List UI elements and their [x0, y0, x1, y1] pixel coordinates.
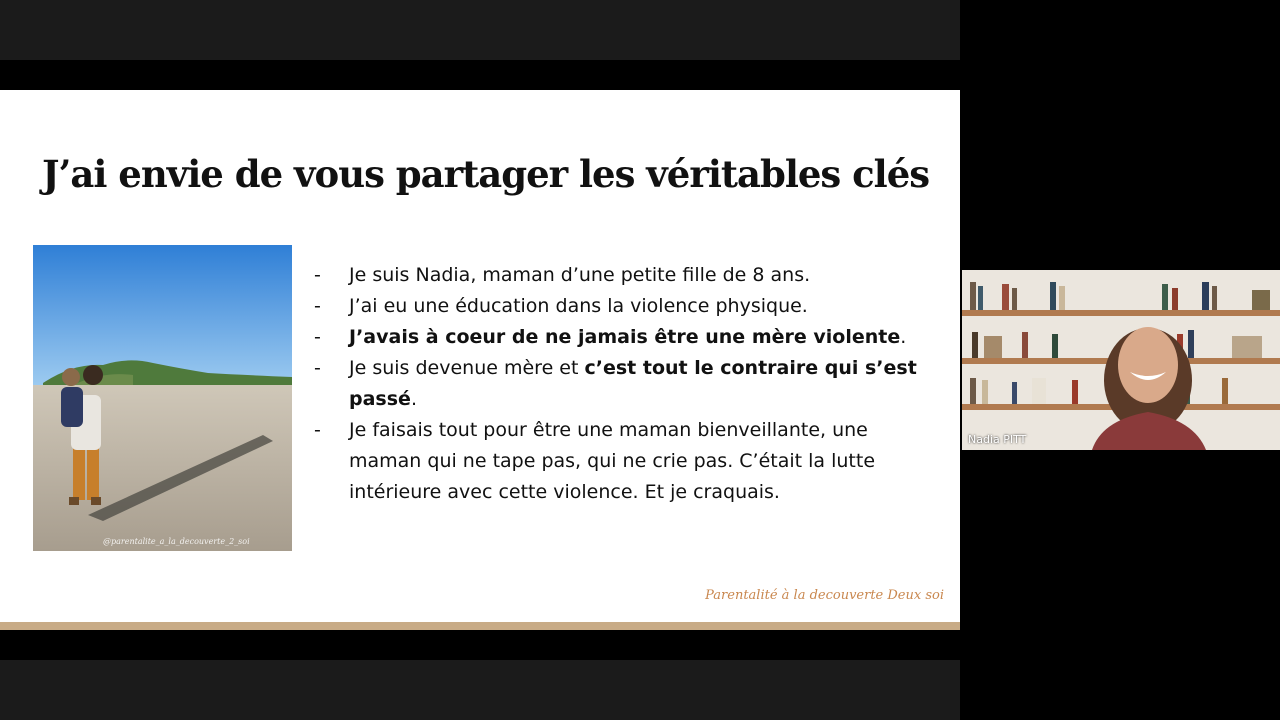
shared-slide [0, 90, 960, 630]
bullet-text: Je suis Nadia, maman d’une petite fille de 8 ans. [349, 264, 811, 286]
bullet-list [312, 260, 932, 508]
photo-credit: @parentalite_a_la_decouverte_2_soi [103, 537, 250, 546]
bullet-text: . [410, 388, 417, 410]
bullet-text-bold: J’avais à coeur de ne jamais être une mère violente [349, 326, 901, 348]
bullet-item [312, 415, 932, 508]
bullet-text: J’ai eu une éducation dans la violence physique. [349, 295, 808, 317]
top-letterbox [0, 0, 960, 60]
slide-photo [33, 245, 292, 551]
bottom-letterbox [0, 660, 960, 720]
bullet-text-bold: c’est tout le contraire qui s’est passé [349, 357, 917, 410]
bullet-item [312, 353, 932, 415]
bullet-item [312, 322, 932, 353]
bullet-item [312, 260, 932, 291]
bullet-text: Je faisais tout pour être une maman bienveillante, une maman qui ne tape pas, qui ne crie pas. C’était la lutte intérieure avec cette violence. Et je craquais. [349, 419, 876, 503]
participant-name-label: Nadia PITT [968, 433, 1027, 446]
slide-footer-band [0, 622, 960, 630]
bullet-item [312, 291, 932, 322]
bullet-text: Je suis devenue mère et [349, 357, 585, 379]
slide-title: J’ai envie de vous partager les véritables clés [42, 152, 930, 196]
brand-signature: Parentalité à la decouverte Deux soi [705, 588, 944, 603]
bullet-text: . [900, 326, 907, 348]
participant-video-tile[interactable] [962, 270, 1280, 450]
